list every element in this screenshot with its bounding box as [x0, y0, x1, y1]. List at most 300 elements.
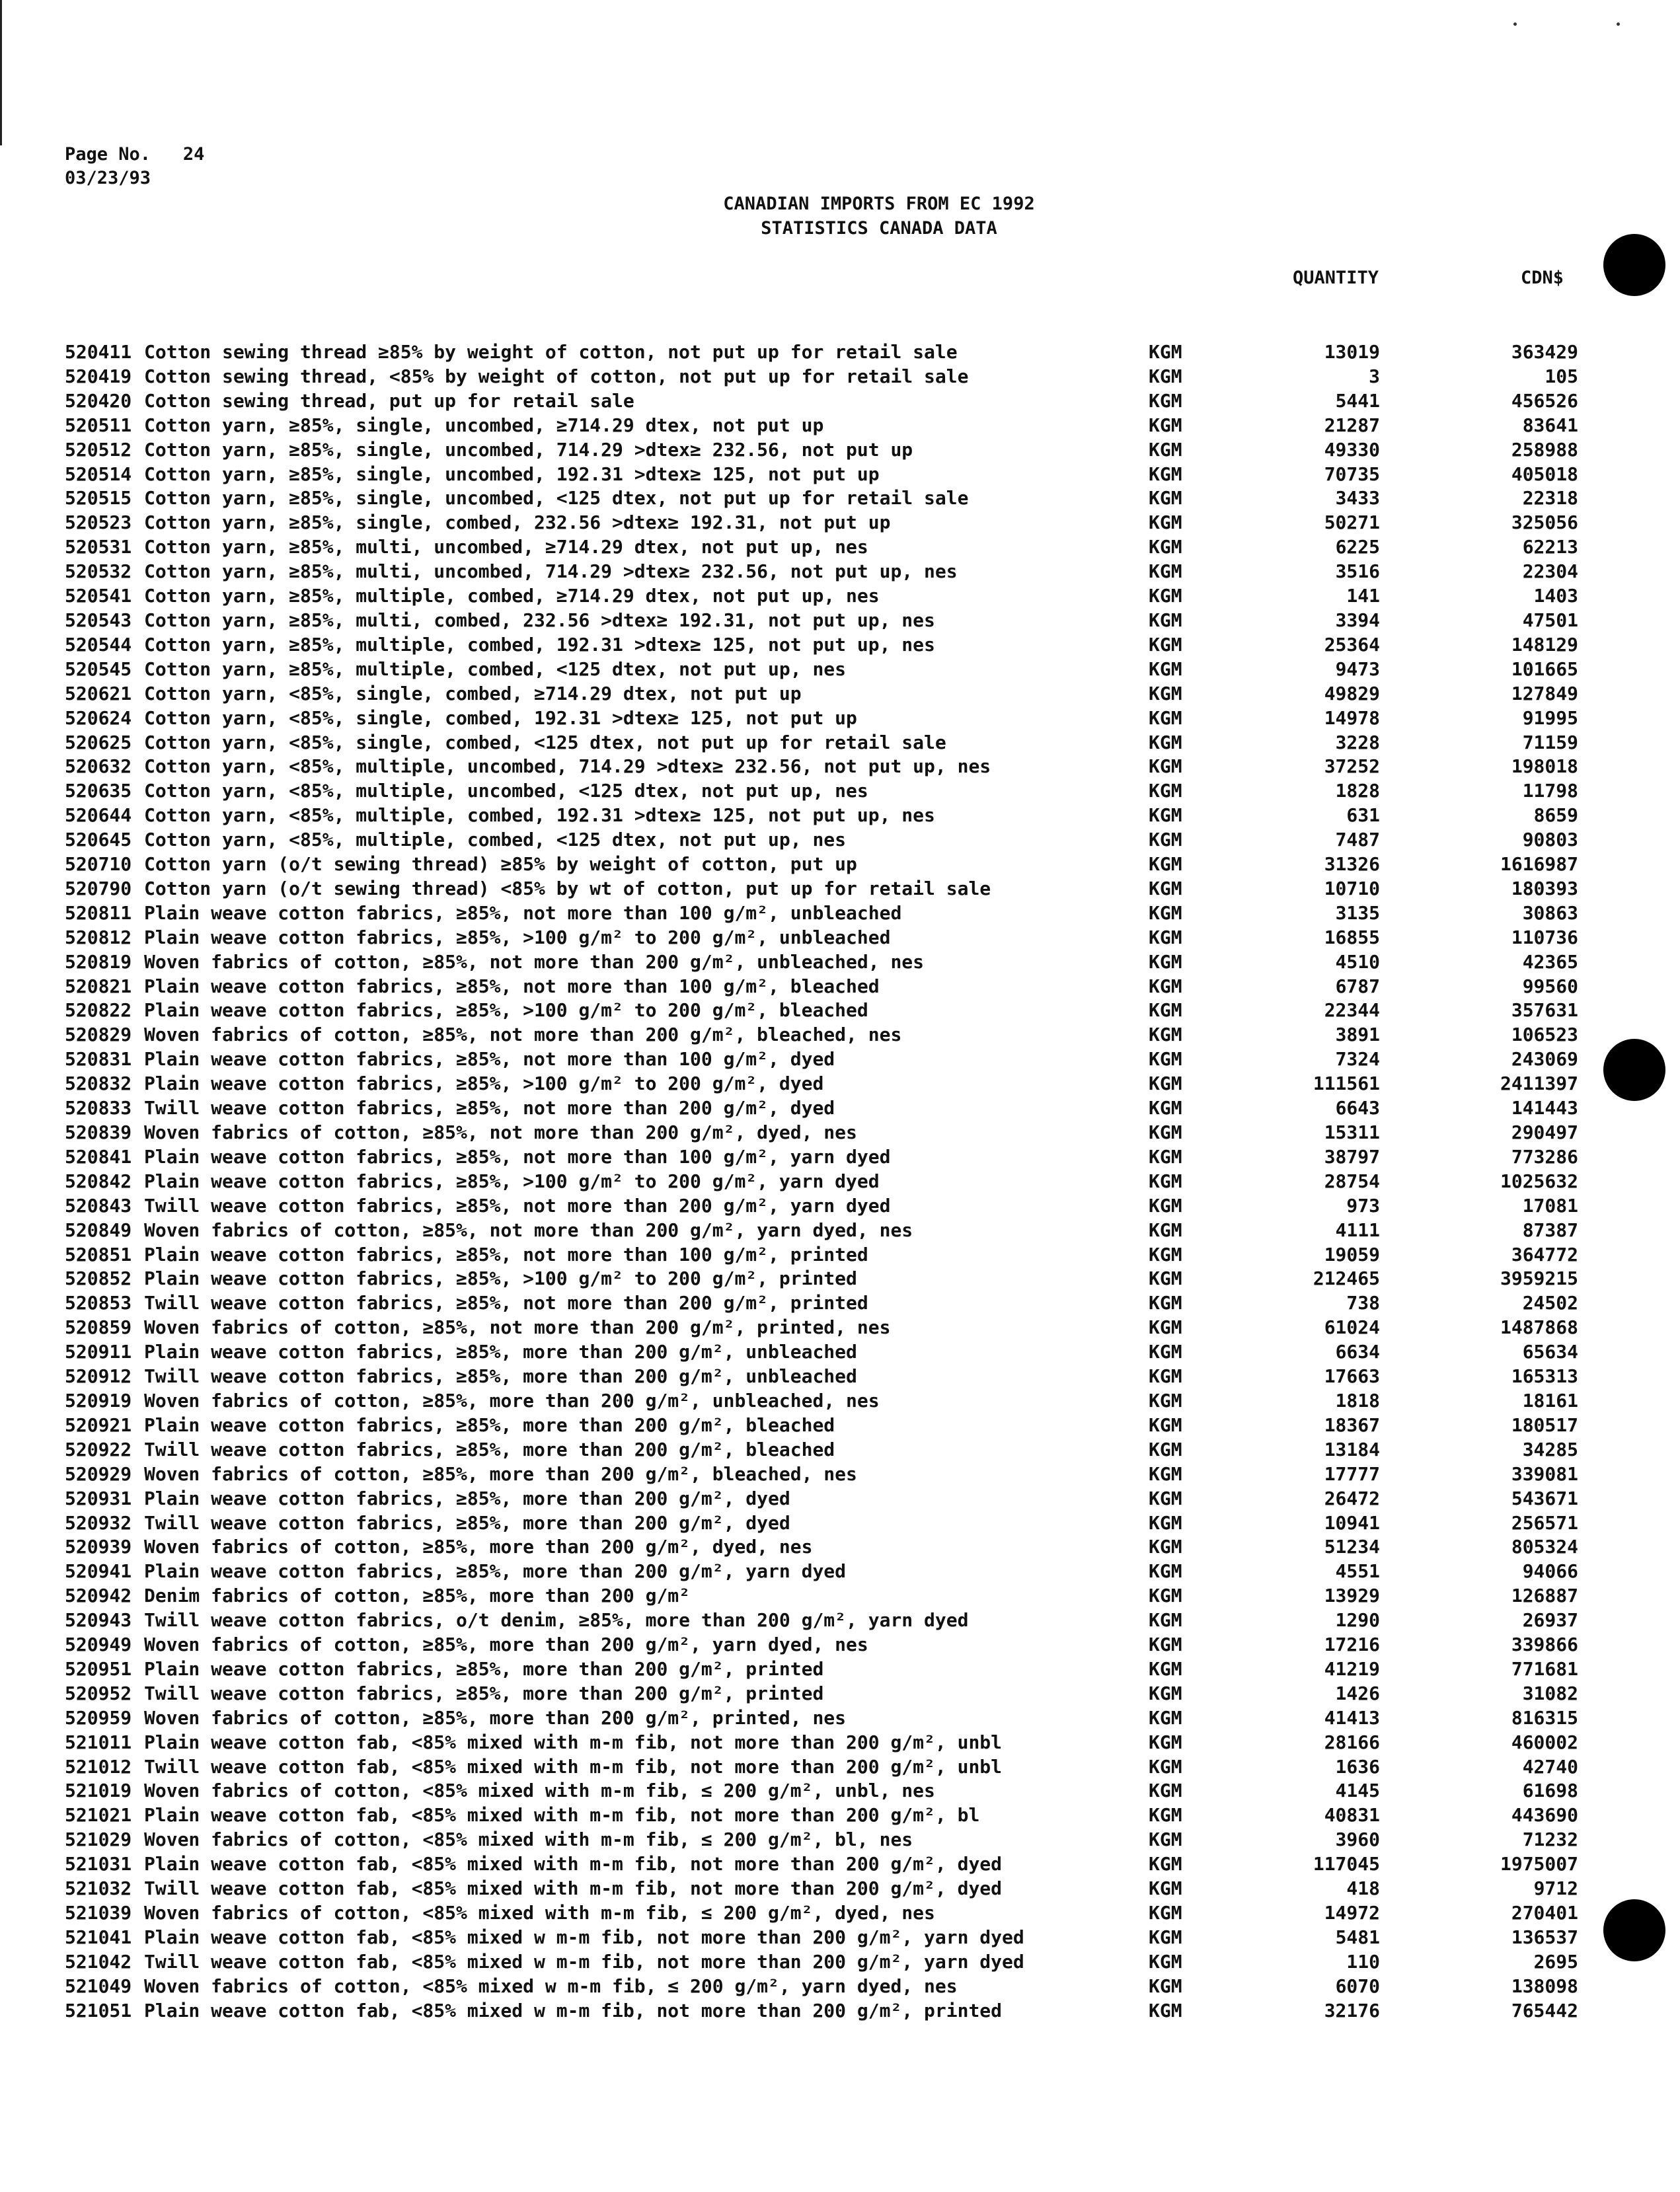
- quantity-value: 110: [1346, 1950, 1380, 1973]
- quantity-value: 5441: [1335, 389, 1380, 412]
- table-row: [65, 950, 1578, 975]
- quantity-value: 28166: [1324, 1731, 1380, 1753]
- unit-of-measure: KGM: [1149, 950, 1182, 973]
- cdn-dollar-value: 771681: [1511, 1657, 1578, 1680]
- unit-of-measure: KGM: [1149, 1341, 1182, 1363]
- commodity-description: Plain weave cotton fabrics, ≥85%, more than 200 g/m², bleached: [144, 1414, 835, 1436]
- unit-of-measure: KGM: [1149, 1267, 1182, 1290]
- commodity-description: Woven fabrics of cotton, ≥85%, not more than 200 g/m², bleached, nes: [144, 1024, 902, 1046]
- unit-of-measure: KGM: [1149, 682, 1182, 704]
- commodity-code: 520523: [65, 511, 132, 534]
- table-row: [65, 1414, 1578, 1438]
- quantity-value: 38797: [1324, 1145, 1380, 1168]
- commodity-code: 520921: [65, 1414, 132, 1436]
- unit-of-measure: KGM: [1149, 829, 1182, 851]
- cdn-dollar-value: 106523: [1511, 1024, 1578, 1046]
- unit-of-measure: KGM: [1149, 1706, 1182, 1729]
- commodity-description: Plain weave cotton fabrics, ≥85%, >100 g/m² to 200 g/m², dyed: [144, 1073, 824, 1095]
- table-row: [65, 1438, 1578, 1462]
- commodity-description: Cotton yarn, ≥85%, multiple, combed, 192.31 >dtex≥ 125, not put up, nes: [144, 633, 935, 656]
- table-row: [65, 1389, 1578, 1414]
- commodity-description: Cotton yarn, ≥85%, single, uncombed, <125 dtex, not put up for retail sale: [144, 487, 969, 510]
- cdn-dollar-value: 256571: [1511, 1511, 1578, 1534]
- table-row: [65, 1657, 1578, 1682]
- unit-of-measure: KGM: [1149, 1414, 1182, 1436]
- unit-of-measure: KGM: [1149, 1462, 1182, 1485]
- quantity-value: 10941: [1324, 1511, 1380, 1534]
- table-row: [65, 1243, 1578, 1267]
- table-row: [65, 609, 1578, 633]
- unit-of-measure: KGM: [1149, 1585, 1182, 1607]
- quantity-value: 7487: [1335, 829, 1380, 851]
- report-title-block: [681, 192, 1077, 241]
- commodity-code: 520843: [65, 1194, 132, 1217]
- quantity-value: 10710: [1324, 877, 1380, 899]
- commodity-code: 520635: [65, 780, 132, 802]
- commodity-description: Cotton yarn, <85%, multiple, uncombed, 714.29 >dtex≥ 232.56, not put up, nes: [144, 755, 991, 778]
- quantity-value: 1828: [1335, 780, 1380, 802]
- commodity-code: 520942: [65, 1585, 132, 1607]
- commodity-code: 520644: [65, 804, 132, 827]
- table-row: [65, 682, 1578, 706]
- commodity-code: 520939: [65, 1536, 132, 1558]
- commodity-description: Woven fabrics of cotton, <85% mixed with m-m fib, ≤ 200 g/m², dyed, nes: [144, 1902, 935, 1924]
- unit-of-measure: KGM: [1149, 438, 1182, 461]
- unit-of-measure: KGM: [1149, 1950, 1182, 1973]
- unit-of-measure: KGM: [1149, 999, 1182, 1022]
- quantity-value: 212465: [1313, 1267, 1380, 1290]
- cdn-dollar-value: 24502: [1522, 1292, 1578, 1314]
- table-row: [65, 1047, 1578, 1072]
- cdn-dollar-value: 773286: [1511, 1145, 1578, 1168]
- commodity-description: Woven fabrics of cotton, <85% mixed with m-m fib, ≤ 200 g/m², unbl, nes: [144, 1780, 935, 1802]
- commodity-code: 520515: [65, 487, 132, 510]
- commodity-description: Woven fabrics of cotton, ≥85%, not more than 200 g/m², printed, nes: [144, 1316, 891, 1339]
- commodity-code: 521029: [65, 1829, 132, 1851]
- quantity-value: 41413: [1324, 1706, 1380, 1729]
- commodity-description: Plain weave cotton fabrics, ≥85%, >100 g/m² to 200 g/m², bleached: [144, 999, 868, 1022]
- quantity-value: 17216: [1324, 1634, 1380, 1656]
- table-row: [65, 852, 1578, 877]
- commodity-description: Plain weave cotton fabrics, ≥85%, more than 200 g/m², dyed: [144, 1487, 790, 1509]
- quantity-value: 41219: [1324, 1657, 1380, 1680]
- cdn-dollar-value: 90803: [1522, 829, 1578, 851]
- cdn-dollar-value: 198018: [1511, 755, 1578, 778]
- table-row: [65, 1023, 1578, 1047]
- commodity-code: 521049: [65, 1975, 132, 1997]
- commodity-description: Cotton yarn (o/t sewing thread) ≥85% by weight of cotton, put up: [144, 853, 857, 876]
- punch-hole: [1603, 1039, 1665, 1101]
- commodity-description: Plain weave cotton fabrics, ≥85%, not more than 100 g/m², printed: [144, 1243, 868, 1266]
- commodity-description: Twill weave cotton fabrics, ≥85%, more than 200 g/m², printed: [144, 1682, 824, 1704]
- table-row: [65, 779, 1578, 804]
- commodity-description: Twill weave cotton fabrics, ≥85%, not more than 200 g/m², dyed: [144, 1097, 835, 1119]
- unit-of-measure: KGM: [1149, 731, 1182, 753]
- cdn-dollar-value: 26937: [1522, 1609, 1578, 1632]
- commodity-description: Plain weave cotton fabrics, ≥85%, not more than 100 g/m², dyed: [144, 1048, 835, 1071]
- unit-of-measure: KGM: [1149, 706, 1182, 729]
- cdn-dollar-value: 816315: [1511, 1706, 1578, 1729]
- unit-of-measure: KGM: [1149, 1487, 1182, 1509]
- quantity-value: 3228: [1335, 731, 1380, 753]
- quantity-value: 21287: [1324, 414, 1380, 436]
- quantity-value: 7324: [1335, 1048, 1380, 1071]
- quantity-value: 17777: [1324, 1462, 1380, 1485]
- unit-of-measure: KGM: [1149, 1999, 1182, 2022]
- unit-of-measure: KGM: [1149, 1560, 1182, 1583]
- cdn-dollar-value: 243069: [1511, 1048, 1578, 1071]
- table-row: [65, 389, 1578, 414]
- commodity-code: 520544: [65, 633, 132, 656]
- commodity-description: Woven fabrics of cotton, ≥85%, not more than 200 g/m², unbleached, nes: [144, 950, 925, 973]
- table-row: [65, 804, 1578, 828]
- commodity-code: 520852: [65, 1267, 132, 1290]
- quantity-value: 32176: [1324, 1999, 1380, 2022]
- commodity-code: 520514: [65, 463, 132, 485]
- page-number: 24: [182, 144, 205, 165]
- commodity-code: 520819: [65, 950, 132, 973]
- commodity-code: 521011: [65, 1731, 132, 1753]
- cdn-dollar-value: 65634: [1522, 1341, 1578, 1363]
- quantity-value: 111561: [1313, 1073, 1380, 1095]
- commodity-description: Cotton yarn, ≥85%, multi, combed, 232.56 >dtex≥ 192.31, not put up, nes: [144, 609, 935, 631]
- commodity-code: 520839: [65, 1121, 132, 1143]
- commodity-description: Twill weave cotton fabrics, ≥85%, more than 200 g/m², dyed: [144, 1511, 790, 1534]
- quantity-value: 25364: [1324, 633, 1380, 656]
- unit-of-measure: KGM: [1149, 755, 1182, 778]
- cdn-dollar-value: 18161: [1522, 1389, 1578, 1412]
- quantity-value: 16855: [1324, 926, 1380, 948]
- commodity-description: Denim fabrics of cotton, ≥85%, more than 200 g/m²: [144, 1585, 691, 1607]
- quantity-value: 49330: [1324, 438, 1380, 461]
- page-number-label: Page No. 24: [65, 144, 205, 165]
- quantity-value: 6225: [1335, 536, 1380, 558]
- commodity-code: 520645: [65, 829, 132, 851]
- commodity-description: Cotton yarn, ≥85%, single, uncombed, ≥714.29 dtex, not put up: [144, 414, 824, 436]
- table-row: [65, 1950, 1578, 1975]
- quantity-value: 22344: [1324, 999, 1380, 1022]
- quantity-value: 3960: [1335, 1829, 1380, 1851]
- table-row: [65, 1901, 1578, 1926]
- commodity-description: Woven fabrics of cotton, ≥85%, more than 200 g/m², dyed, nes: [144, 1536, 813, 1558]
- table-row: [65, 1267, 1578, 1291]
- cdn-dollar-value: 1403: [1533, 585, 1578, 607]
- commodity-code: 520543: [65, 609, 132, 631]
- unit-of-measure: KGM: [1149, 1073, 1182, 1095]
- cdn-dollar-value: 325056: [1511, 511, 1578, 534]
- commodity-description: Plain weave cotton fabrics, ≥85%, >100 g/m² to 200 g/m², yarn dyed: [144, 1170, 880, 1192]
- quantity-value: 3516: [1335, 560, 1380, 583]
- cdn-dollar-value: 42365: [1522, 950, 1578, 973]
- commodity-code: 520919: [65, 1389, 132, 1412]
- table-row: [65, 1170, 1578, 1194]
- cdn-dollar-value: 180517: [1511, 1414, 1578, 1436]
- commodity-description: Plain weave cotton fabrics, ≥85%, >100 g/m² to 200 g/m², unbleached: [144, 926, 891, 948]
- commodity-code: 520822: [65, 999, 132, 1022]
- commodity-code: 520829: [65, 1024, 132, 1046]
- quantity-value: 70735: [1324, 463, 1380, 485]
- commodity-code: 520531: [65, 536, 132, 558]
- unit-of-measure: KGM: [1149, 804, 1182, 827]
- quantity-value: 418: [1346, 1877, 1380, 1900]
- commodity-description: Cotton sewing thread ≥85% by weight of cotton, not put up for retail sale: [144, 341, 958, 363]
- cdn-dollar-value: 1025632: [1500, 1170, 1578, 1192]
- table-row: [65, 731, 1578, 755]
- unit-of-measure: KGM: [1149, 414, 1182, 436]
- commodity-code: 521039: [65, 1902, 132, 1924]
- quantity-value: 1426: [1335, 1682, 1380, 1704]
- table-row: [65, 1487, 1578, 1511]
- punch-hole: [1603, 234, 1665, 296]
- commodity-code: 520411: [65, 341, 132, 363]
- commodity-description: Cotton yarn, <85%, multiple, combed, 192.31 >dtex≥ 125, not put up, nes: [144, 804, 935, 827]
- quantity-value: 3: [1369, 365, 1380, 387]
- cdn-dollar-value: 2695: [1533, 1950, 1578, 1973]
- table-row: [65, 535, 1578, 560]
- column-header-value: CDN$: [1520, 268, 1564, 288]
- unit-of-measure: KGM: [1149, 1609, 1182, 1632]
- commodity-code: 520419: [65, 365, 132, 387]
- quantity-value: 37252: [1324, 755, 1380, 778]
- unit-of-measure: KGM: [1149, 1316, 1182, 1339]
- table-row: [65, 1365, 1578, 1389]
- commodity-code: 520853: [65, 1292, 132, 1314]
- commodity-code: 520929: [65, 1462, 132, 1485]
- commodity-code: 520541: [65, 585, 132, 607]
- commodity-description: Woven fabrics of cotton, ≥85%, not more than 200 g/m², dyed, nes: [144, 1121, 857, 1143]
- quantity-value: 4551: [1335, 1560, 1380, 1583]
- commodity-description: Plain weave cotton fabrics, ≥85%, more than 200 g/m², unbleached: [144, 1341, 857, 1363]
- unit-of-measure: KGM: [1149, 975, 1182, 997]
- unit-of-measure: KGM: [1149, 1975, 1182, 1997]
- table-row: [65, 1535, 1578, 1560]
- table-row: [65, 706, 1578, 731]
- cdn-dollar-value: 1975007: [1500, 1853, 1578, 1875]
- unit-of-measure: KGM: [1149, 1365, 1182, 1388]
- table-row: [65, 1633, 1578, 1657]
- quantity-value: 6070: [1335, 1975, 1380, 1997]
- cdn-dollar-value: 2411397: [1500, 1073, 1578, 1095]
- table-row: [65, 1828, 1578, 1852]
- quantity-value: 50271: [1324, 511, 1380, 534]
- commodity-code: 521051: [65, 1999, 132, 2022]
- commodity-description: Cotton yarn, <85%, multiple, combed, <125 dtex, not put up, nes: [144, 829, 847, 851]
- quantity-value: 51234: [1324, 1536, 1380, 1558]
- commodity-description: Cotton yarn, ≥85%, single, uncombed, 714.29 >dtex≥ 232.56, not put up: [144, 438, 913, 461]
- commodity-description: Plain weave cotton fabrics, ≥85%, not more than 100 g/m², bleached: [144, 975, 880, 997]
- commodity-code: 520932: [65, 1511, 132, 1534]
- unit-of-measure: KGM: [1149, 341, 1182, 363]
- table-row: [65, 1608, 1578, 1633]
- cdn-dollar-value: 443690: [1511, 1804, 1578, 1827]
- unit-of-measure: KGM: [1149, 1194, 1182, 1217]
- commodity-description: Woven fabrics of cotton, ≥85%, more than 200 g/m², bleached, nes: [144, 1462, 857, 1485]
- cdn-dollar-value: 126887: [1511, 1585, 1578, 1607]
- unit-of-measure: KGM: [1149, 1389, 1182, 1412]
- quantity-value: 61024: [1324, 1316, 1380, 1339]
- cdn-dollar-value: 11798: [1522, 780, 1578, 802]
- unit-of-measure: KGM: [1149, 560, 1182, 583]
- commodity-description: Plain weave cotton fab, <85% mixed with m-m fib, not more than 200 g/m², unbl: [144, 1731, 1003, 1753]
- quantity-value: 1818: [1335, 1389, 1380, 1412]
- table-row: [65, 1779, 1578, 1803]
- unit-of-measure: KGM: [1149, 1121, 1182, 1143]
- unit-of-measure: KGM: [1149, 1780, 1182, 1802]
- quantity-value: 14972: [1324, 1902, 1380, 1924]
- table-row: [65, 1682, 1578, 1706]
- commodity-code: 521042: [65, 1950, 132, 1973]
- commodity-description: Cotton yarn, ≥85%, multiple, combed, <125 dtex, not put up, nes: [144, 658, 847, 680]
- table-row: [65, 658, 1578, 682]
- unit-of-measure: KGM: [1149, 1829, 1182, 1851]
- commodity-code: 520811: [65, 901, 132, 924]
- commodity-code: 520710: [65, 853, 132, 876]
- punch-hole: [1603, 1899, 1665, 1961]
- commodity-description: Cotton yarn, <85%, single, combed, <125 dtex, not put up for retail sale: [144, 731, 946, 753]
- commodity-description: Plain weave cotton fab, <85% mixed w m-m fib, not more than 200 g/m², printed: [144, 1999, 1003, 2022]
- cdn-dollar-value: 22318: [1522, 487, 1578, 510]
- table-row: [65, 1072, 1578, 1096]
- table-row: [65, 1316, 1578, 1340]
- commodity-code: 520821: [65, 975, 132, 997]
- commodity-description: Plain weave cotton fab, <85% mixed with m-m fib, not more than 200 g/m², bl: [144, 1804, 980, 1827]
- page-edge-mark: [0, 0, 2, 145]
- commodity-code: 520632: [65, 755, 132, 778]
- table-row: [65, 1121, 1578, 1145]
- table-row: [65, 755, 1578, 779]
- unit-of-measure: KGM: [1149, 633, 1182, 656]
- table-row: [65, 1731, 1578, 1755]
- table-row: [65, 1560, 1578, 1584]
- report-subtitle: STATISTICS CANADA DATA: [761, 218, 997, 239]
- cdn-dollar-value: 141443: [1511, 1097, 1578, 1119]
- quantity-value: 15311: [1324, 1121, 1380, 1143]
- table-row: [65, 1291, 1578, 1316]
- unit-of-measure: KGM: [1149, 1097, 1182, 1119]
- commodity-description: Twill weave cotton fabrics, ≥85%, not more than 200 g/m², yarn dyed: [144, 1194, 891, 1217]
- unit-of-measure: KGM: [1149, 1657, 1182, 1680]
- commodity-code: 521012: [65, 1755, 132, 1778]
- cdn-dollar-value: 34285: [1522, 1438, 1578, 1460]
- table-row: [65, 1462, 1578, 1487]
- quantity-value: 738: [1346, 1292, 1380, 1314]
- quantity-value: 4510: [1335, 950, 1380, 973]
- cdn-dollar-value: 71159: [1522, 731, 1578, 753]
- unit-of-measure: KGM: [1149, 1511, 1182, 1534]
- table-row: [65, 340, 1578, 365]
- commodity-code: 520952: [65, 1682, 132, 1704]
- commodity-code: 520832: [65, 1073, 132, 1095]
- unit-of-measure: KGM: [1149, 1438, 1182, 1460]
- commodity-code: 520851: [65, 1243, 132, 1266]
- commodity-description: Plain weave cotton fab, <85% mixed w m-m fib, not more than 200 g/m², yarn dyed: [144, 1926, 1024, 1948]
- table-row: [65, 1096, 1578, 1121]
- table-row: [65, 463, 1578, 487]
- commodity-code: 520812: [65, 926, 132, 948]
- commodity-code: 521019: [65, 1780, 132, 1802]
- unit-of-measure: KGM: [1149, 609, 1182, 631]
- cdn-dollar-value: 9712: [1533, 1877, 1578, 1900]
- unit-of-measure: KGM: [1149, 463, 1182, 485]
- cdn-dollar-value: 357631: [1511, 999, 1578, 1022]
- commodity-description: Twill weave cotton fab, <85% mixed with m-m fib, not more than 200 g/m², unbl: [144, 1755, 1003, 1778]
- unit-of-measure: KGM: [1149, 1024, 1182, 1046]
- commodity-description: Plain weave cotton fabrics, ≥85%, not more than 100 g/m², yarn dyed: [144, 1145, 891, 1168]
- cdn-dollar-value: 339866: [1511, 1634, 1578, 1656]
- table-row: [65, 584, 1578, 609]
- table-row: [65, 1999, 1578, 2023]
- report-title: CANADIAN IMPORTS FROM EC 1992: [723, 194, 1035, 214]
- quantity-value: 1290: [1335, 1609, 1380, 1632]
- commodity-description: Plain weave cotton fabrics, ≥85%, not more than 100 g/m², unbleached: [144, 901, 902, 924]
- table-row: [65, 901, 1578, 926]
- commodity-code: 520911: [65, 1341, 132, 1363]
- quantity-value: 6787: [1335, 975, 1380, 997]
- cdn-dollar-value: 42740: [1522, 1755, 1578, 1778]
- cdn-dollar-value: 456526: [1511, 389, 1578, 412]
- quantity-value: 3433: [1335, 487, 1380, 510]
- quantity-value: 19059: [1324, 1243, 1380, 1266]
- table-row: [65, 633, 1578, 658]
- unit-of-measure: KGM: [1149, 1804, 1182, 1827]
- commodity-description: Woven fabrics of cotton, ≥85%, more than 200 g/m², yarn dyed, nes: [144, 1634, 868, 1656]
- cdn-dollar-value: 22304: [1522, 560, 1578, 583]
- cdn-dollar-value: 105: [1545, 365, 1578, 387]
- commodity-code: 520959: [65, 1706, 132, 1729]
- table-row: [65, 1975, 1578, 1999]
- cdn-dollar-value: 148129: [1511, 633, 1578, 656]
- quantity-value: 18367: [1324, 1414, 1380, 1436]
- cdn-dollar-value: 1616987: [1500, 853, 1578, 876]
- unit-of-measure: KGM: [1149, 926, 1182, 948]
- commodity-code: 521031: [65, 1853, 132, 1875]
- quantity-value: 6643: [1335, 1097, 1380, 1119]
- table-row: [65, 560, 1578, 584]
- quantity-value: 5481: [1335, 1926, 1380, 1948]
- unit-of-measure: KGM: [1149, 365, 1182, 387]
- table-row: [65, 1803, 1578, 1828]
- commodity-code: 520841: [65, 1145, 132, 1168]
- quantity-value: 28754: [1324, 1170, 1380, 1192]
- table-row: [65, 414, 1578, 438]
- cdn-dollar-value: 87387: [1522, 1219, 1578, 1241]
- table-row: [65, 1926, 1578, 1950]
- table-row: [65, 999, 1578, 1023]
- commodity-code: 520511: [65, 414, 132, 436]
- commodity-description: Cotton yarn, ≥85%, multiple, combed, ≥714.29 dtex, not put up, nes: [144, 585, 880, 607]
- commodity-code: 520790: [65, 877, 132, 899]
- commodity-description: Twill weave cotton fabrics, ≥85%, more than 200 g/m², bleached: [144, 1438, 835, 1460]
- commodity-description: Plain weave cotton fab, <85% mixed with m-m fib, not more than 200 g/m², dyed: [144, 1853, 1003, 1875]
- unit-of-measure: KGM: [1149, 1243, 1182, 1266]
- table-row: [65, 926, 1578, 950]
- quantity-value: 9473: [1335, 658, 1380, 680]
- cdn-dollar-value: 180393: [1511, 877, 1578, 899]
- quantity-value: 3891: [1335, 1024, 1380, 1046]
- scan-speck: [1617, 22, 1620, 26]
- cdn-dollar-value: 61698: [1522, 1780, 1578, 1802]
- cdn-dollar-value: 543671: [1511, 1487, 1578, 1509]
- commodity-code: 520545: [65, 658, 132, 680]
- quantity-value: 14978: [1324, 706, 1380, 729]
- commodity-code: 521021: [65, 1804, 132, 1827]
- quantity-value: 1636: [1335, 1755, 1380, 1778]
- quantity-value: 973: [1346, 1194, 1380, 1217]
- column-header-quantity: QUANTITY: [1292, 268, 1379, 288]
- cdn-dollar-value: 290497: [1511, 1121, 1578, 1143]
- unit-of-measure: KGM: [1149, 1145, 1182, 1168]
- commodity-description: Twill weave cotton fab, <85% mixed w m-m fib, not more than 200 g/m², yarn dyed: [144, 1950, 1024, 1973]
